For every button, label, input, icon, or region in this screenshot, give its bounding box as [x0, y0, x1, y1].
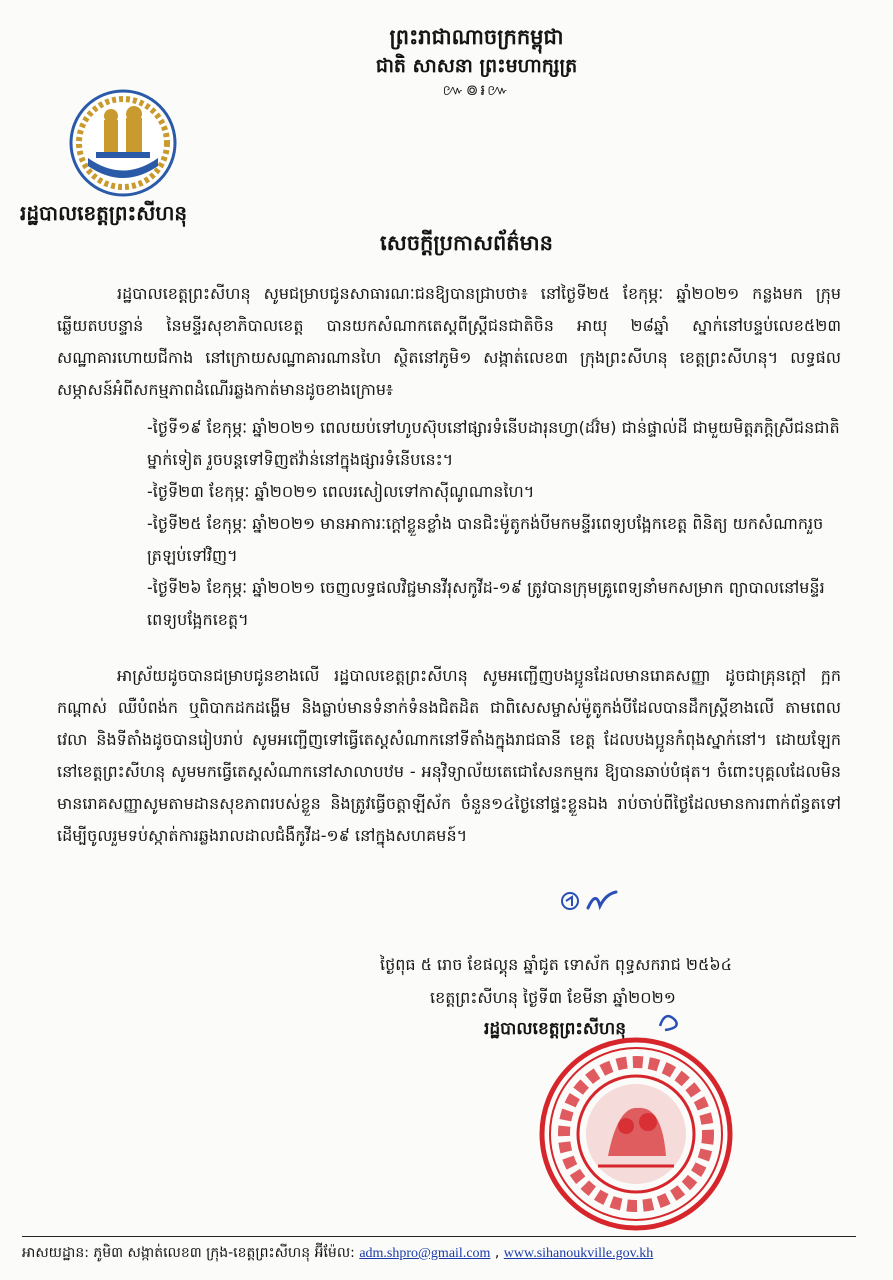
document-body: [57, 278, 841, 852]
kingdom-name: ព្រះរាជាណាចក្រកម្ពុជា: [389, 25, 564, 49]
official-seal: [538, 1036, 734, 1232]
ornament-divider: ៚៙៛៚: [442, 81, 511, 99]
email-link[interactable]: adm.shpro@gmail.com: [359, 1246, 491, 1261]
lunar-date: ថ្ងៃពុធ ៥ រោច ខែផល្គុន ឆ្នាំជូត ទោស័ក ពុទ្ធសករាជ ២៥៦៤: [380, 955, 733, 974]
footer-separator: ,: [490, 1245, 504, 1261]
event-item: -ថ្ងៃទី២៦ ខែកុម្ភៈ ឆ្នាំ២០២១ ចេញលទ្ធផលវិជ្ជមានវីរុសកូវីដ-១៩ ត្រូវបានក្រុមគ្រូពេទ្យនាំមកសម្រាក ព្យាបាលនៅមន្ទីរពេទ្យបង្អែកខេត្ត។: [147, 578, 825, 629]
closing-block: [380, 948, 732, 1014]
website-link[interactable]: www.sihanoukville.gov.kh: [503, 1246, 654, 1261]
intro-paragraph: រដ្ឋបាលខេត្តព្រះសីហនុ សូមជម្រាបជូនសាធារណៈជនឱ្យបានជ្រាបថា៖ នៅថ្ងៃទី២៥ ខែកុម្ភៈ ឆ្នាំ២០២១ កន្លងមក ក្រុមឆ្លើយតបបន្ទាន់ នៃមន្ទីរសុខាភិបាលខេត្ត បានយកសំណាកតេស្តពីស្ត្រីជនជាតិចិន អាយុ ២៨ឆ្នាំ ស្នាក់នៅបន្ទប់លេខ៥២៣ សណ្ឋាគារហោយជីកាង នៅក្រោយសណ្ឋាគារណានហៃ ស្ថិតនៅភូមិ១ សង្កាត់លេខ៣ ក្រុងព្រះសីហនុ ខេត្តព្រះសីហនុ។ លទ្ធផលសម្ភាសន៍អំពីសកម្មភាពដំណើរឆ្លងកាត់មានដូចខាងក្រោម៖: [57, 284, 841, 399]
document-title: សេចក្តីប្រកាសព័ត៌មាន: [380, 231, 553, 255]
issuing-agency: រដ្ឋបាលខេត្តព្រះសីហនុ: [20, 201, 188, 225]
signer-title: រដ្ឋបាលខេត្តព្រះសីហនុ: [484, 1019, 627, 1039]
footer-divider: [22, 1236, 856, 1237]
event-item: -ថ្ងៃទី២៣ ខែកុម្ភៈ ឆ្នាំ២០២១ ពេលរសៀលទៅកាស៊ីណូណានហៃ។: [147, 482, 535, 501]
initial-mark: [560, 886, 620, 920]
event-item: -ថ្ងៃទី២៥ ខែកុម្ភៈ ឆ្នាំ២០២១ មានអាការៈក្តៅខ្លួនខ្លាំង បានជិះម៉ូតូកង់បីមកមន្ទីរពេទ្យបង្អែកខេត្ត ពិនិត្យ យកសំណាករួចត្រឡប់ទៅវិញ។: [147, 514, 824, 565]
national-motto: ជាតិ សាសនា ព្រះមហាក្សត្រ: [375, 55, 578, 77]
event-item: -ថ្ងៃទី១៩ ខែកុម្ភៈ ឆ្នាំ២០២១ ពេលយប់ទៅហូបស៊ុបនៅផ្សារទំនើបដារុនហ្វា(ដវ៏ម) ជាន់ផ្ទាល់ដី ជាមួយមិត្តភក្តិស្រីជនជាតិម្នាក់ទៀត រួចបន្តទៅទិញឥវ៉ាន់នៅក្នុងផ្សារទំនើបនេះ។: [147, 418, 840, 469]
address-label: អាសយដ្ឋាន: ភូមិ៣ សង្កាត់លេខ៣ ក្រុង-ខេត្តព្រះសីហនុ អ៊ីម៉ែល:: [22, 1245, 355, 1261]
provincial-logo: [68, 88, 178, 198]
place-date: ខេត្តព្រះសីហនុ ថ្ងៃទី៣ ខែមីនា ឆ្នាំ២០២១: [430, 988, 676, 1007]
appeal-paragraph: អាស្រ័យដូចបានជម្រាបជូនខាងលើ រដ្ឋបាលខេត្តព្រះសីហនុ សូមអញ្ជើញបងប្អូនដែលមានរោគសញ្ញា ដូចជាគ្រុនក្តៅ ក្អក កណ្តាស់ ឈឺបំពង់ក ឬពិបាកដកដង្ហើម និងធ្លាប់មានទំនាក់ទំនងជិតដិត ជាពិសេសម្ចាស់ម៉ូតូកង់បីដែលបានដឹកស្ត្រីខាងលើ តាមពេលវេលា និងទីតាំងដូចបានរៀបរាប់ សូមអញ្ជើញទៅធ្វើតេស្តសំណាកនៅទីតាំងក្នុងរាជធានី ខេត្ត ដែលបងប្អូនកំពុងស្នាក់នៅ។ ដោយឡែកនៅខេត្តព្រះសីហនុ សូមមកធ្វើតេស្តសំណាកនៅសាលាបឋម - អនុវិទ្យាល័យតេជោសែនកម្មករ ឱ្យបានឆាប់បំផុត។ ចំពោះបុគ្គលដែលមិនមានរោគសញ្ញាសូមតាមដានសុខភាពរបស់ខ្លួន និងត្រូវធ្វើចត្តាឡីស័ក ចំនួន១៤ថ្ងៃនៅផ្ទះខ្លួនឯង រាប់ចាប់ពីថ្ងៃដែលមានការពាក់ព័ន្ធតទៅ ដើម្បីចូលរួមទប់ស្កាត់ការឆ្លងរាលដាលជំងឺកូវីដ-១៩ នៅក្នុងសហគមន៍។: [57, 666, 841, 845]
footer-contact: [22, 1243, 653, 1264]
event-list: [57, 412, 841, 636]
